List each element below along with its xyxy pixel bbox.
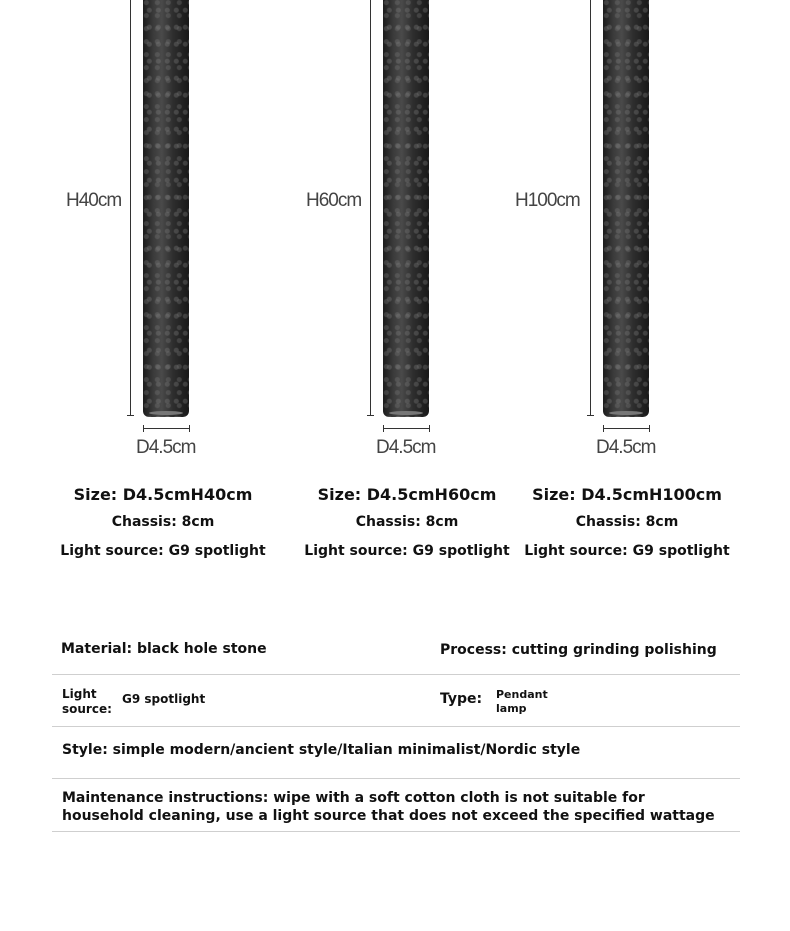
height-label: H100cm [515, 190, 580, 211]
spec-table [52, 630, 740, 832]
table-row [52, 630, 740, 675]
diameter-label: D4.5cm [376, 437, 436, 458]
process-cell: Process: cutting grinding polishing [440, 642, 717, 658]
height-dimension-line [590, 0, 591, 416]
light-source-spec: Light source: G9 spotlight [524, 543, 730, 559]
lamp-tube-image [603, 0, 649, 417]
material-cell: Material: black hole stone [61, 641, 267, 657]
height-dimension-line [130, 0, 131, 416]
diameter-dimension-line [143, 428, 190, 429]
light-source-label: Light source: [62, 687, 112, 716]
size-spec: Size: D4.5cmH100cm [532, 485, 722, 504]
lamp-tube-image [143, 0, 189, 417]
table-row [52, 727, 740, 779]
lamp-tube-image [383, 0, 429, 417]
diameter-dimension-line [603, 428, 650, 429]
diameter-label: D4.5cm [596, 437, 656, 458]
table-row [52, 779, 740, 832]
chassis-spec: Chassis: 8cm [111, 514, 215, 530]
type-label: Type: [440, 691, 483, 707]
diameter-label: D4.5cm [136, 437, 196, 458]
table-row [52, 675, 740, 727]
type-value: Pendant lamp [496, 688, 548, 715]
chassis-spec: Chassis: 8cm [355, 514, 459, 530]
maintenance-cell: Maintenance instructions: wipe with a soft cotton cloth is not suitable for household cleaning, use a light source that does not exceed the specified wattage [62, 790, 715, 824]
chassis-spec: Chassis: 8cm [575, 514, 679, 530]
light-source-spec: Light source: G9 spotlight [304, 543, 510, 559]
height-label: H40cm [66, 190, 122, 211]
light-source-spec: Light source: G9 spotlight [60, 543, 266, 559]
height-label: H60cm [306, 190, 362, 211]
size-spec: Size: D4.5cmH40cm [73, 485, 253, 504]
style-cell: Style: simple modern/ancient style/Italian minimalist/Nordic style [62, 742, 581, 758]
diameter-dimension-line [383, 428, 430, 429]
light-source-value: G9 spotlight [122, 692, 206, 706]
height-dimension-line [370, 0, 371, 416]
size-spec: Size: D4.5cmH60cm [317, 485, 497, 504]
